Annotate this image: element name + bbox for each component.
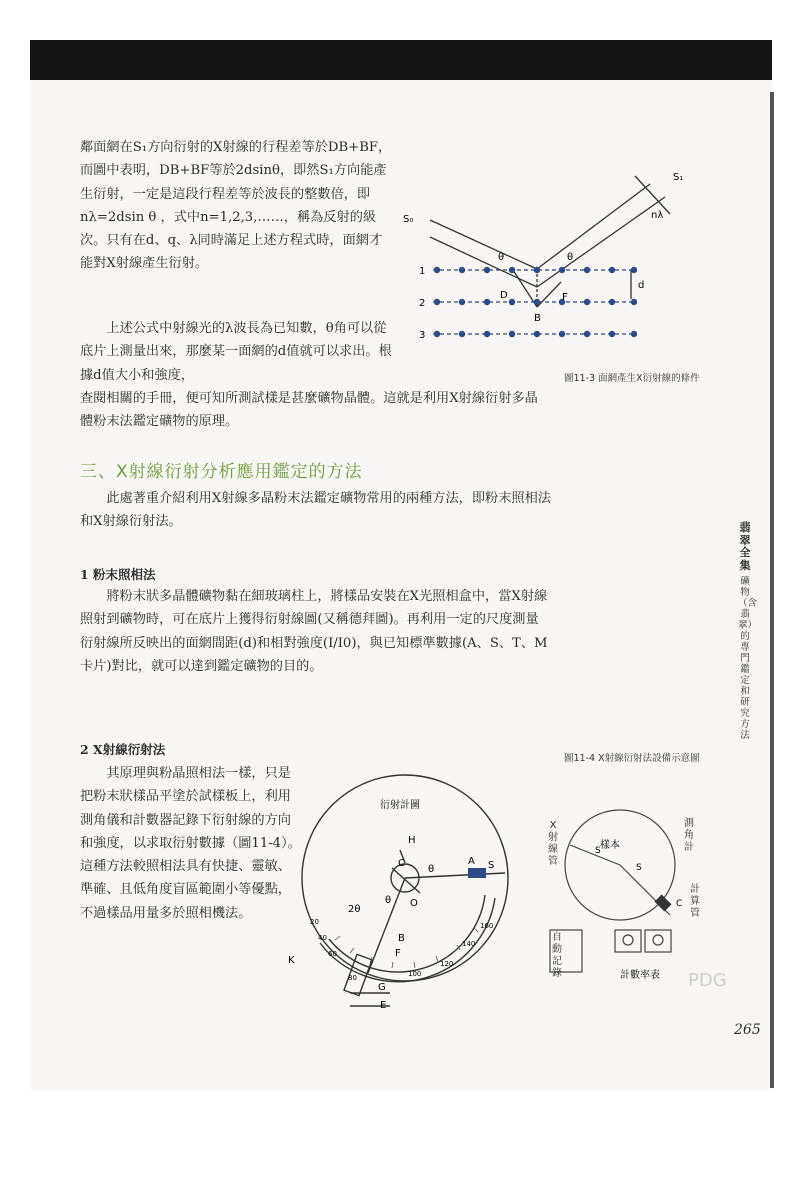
- paragraph-d-value: 上述公式中射線光的λ波長為已知數，θ角可以從底片上測量出來，那麼某一面網的d值就可以求出。根據d值大小和強度，: [80, 321, 392, 383]
- row-label-1: 1: [419, 266, 426, 277]
- label-B: B: [398, 933, 405, 944]
- subheading-powder-photo: 1 粉末照相法: [80, 567, 156, 582]
- tick-label-160: 160: [480, 922, 494, 930]
- watermark-text: PDG: [688, 970, 727, 991]
- label-theta-right: θ: [567, 252, 574, 263]
- caption-figure-11-4: 圖11-4 X射線衍射法設備示意圖: [564, 753, 700, 764]
- label-E: E: [380, 1000, 387, 1011]
- figure-11-3-diagram: [395, 162, 710, 372]
- tick-label-40: 40: [318, 934, 327, 942]
- counter-tube-mark: [655, 895, 672, 912]
- label-theta-left: θ: [498, 252, 505, 263]
- label-counter-tube: 計算管: [690, 884, 700, 919]
- label-s-left: S: [595, 846, 601, 856]
- page-number: 265: [734, 1022, 761, 1038]
- tick-label-80: 80: [348, 974, 357, 982]
- running-head-chapter: 礦物（含翡翠）的專門鑑定和研究方法: [738, 576, 758, 741]
- tick-label-100: 100: [408, 970, 422, 978]
- slit-A: [468, 868, 486, 878]
- label-theta-source: θ: [428, 864, 435, 875]
- label-H: H: [408, 835, 416, 846]
- row-label-2: 2: [419, 298, 426, 309]
- label-D: D: [500, 290, 508, 301]
- label-sample: 樣本: [600, 840, 620, 851]
- label-s0: S₀: [403, 214, 414, 225]
- label-rate-meter: 計數率表: [620, 970, 660, 981]
- paragraph-powder-photo: 將粉末狀多晶體礦物黏在細玻璃柱上，將樣品安裝在X光照相盒中，當X射線照射到礦物時，可在底片上獲得衍射線圖(又稱德拜圖)。再利用一定的尺度測量衍射線所反映出的面網間距(d)和相對強度(I/I0)，與已知標準數據(A、S、T、M卡片)對比，就可以達到鑑定礦物的目的。: [80, 589, 548, 674]
- caption-figure-11-3: 圖11-3 面網產生X衍射線的條件: [564, 373, 700, 384]
- label-xray-tube: X射線管: [548, 820, 558, 867]
- label-2theta: 2θ: [348, 904, 361, 915]
- tick-label-20: 20: [310, 918, 319, 926]
- label-c: C: [676, 899, 683, 909]
- label-theta-sample: θ: [385, 895, 392, 906]
- label-K: K: [288, 955, 295, 966]
- label-s1: S₁: [673, 172, 684, 183]
- label-auto-recorder: 自動記錄: [552, 932, 562, 979]
- tick-label-140: 140: [462, 940, 476, 948]
- paragraph-two-methods: 此處著重介紹利用X射線多晶粉末法鑑定礦物常用的兩種方法，即粉末照相法和X射線衍射法。: [80, 491, 551, 530]
- label-C: C: [398, 858, 405, 869]
- label-F: F: [395, 948, 401, 959]
- row-label-3: 3: [419, 330, 426, 341]
- scan-right-edge: [770, 92, 774, 1088]
- subheading-xrd: 2 X射線衍射法: [80, 742, 166, 757]
- label-n-lambda: nλ: [651, 210, 664, 221]
- label-diffractometer-circle: 衍射計圖: [380, 800, 420, 811]
- label-A: A: [468, 856, 475, 867]
- tick-label-120: 120: [440, 960, 454, 968]
- label-B: B: [534, 313, 541, 324]
- paragraph-d-value-cont: 查閱相關的手冊，便可知所測試樣是甚麼礦物晶體。這就是利用X射線衍射多晶體粉末法鑑定礦物的原理。: [80, 391, 538, 430]
- paragraph-xrd: 其原理與粉晶照相法一樣，只是把粉末狀樣品平塗於試樣板上，利用測角儀和計數器記錄下衍射線的方向和強度，以求取衍射數據（圖11-4）。這種方法較照相法具有快捷、靈敏、準確、且低角度盲區範圍小等優點，不過樣品用量多於照相機法。: [80, 766, 301, 921]
- section-heading: 三、X射線衍射分析應用鑑定的方法: [80, 462, 363, 482]
- label-O: O: [410, 898, 418, 909]
- figure-11-4-diffractometer: [280, 768, 525, 1018]
- tick-label-60: 60: [328, 950, 337, 958]
- label-G: G: [378, 982, 386, 993]
- paragraph-bragg-intro: 鄰面網在S₁方向衍射的X射線的行程差等於DB+BF，而圖中表明，DB+BF等於2dsinθ，即然S₁方向能產生衍射，一定是這段行程差等於波長的整數倍，即nλ=2dsin θ ，式中n=1,2,3,……，稱為反射的級次。只有在d、q、λ同時滿足上述方程式時，面網才能對X射線產生衍射。: [80, 140, 392, 272]
- label-s-right: S: [636, 863, 642, 873]
- label-F: F: [562, 292, 568, 303]
- running-head-book: 翡翠全集: [739, 521, 751, 572]
- label-d: d: [638, 280, 645, 291]
- label-S: S: [488, 860, 495, 871]
- label-goniometer: 測角計: [684, 818, 694, 853]
